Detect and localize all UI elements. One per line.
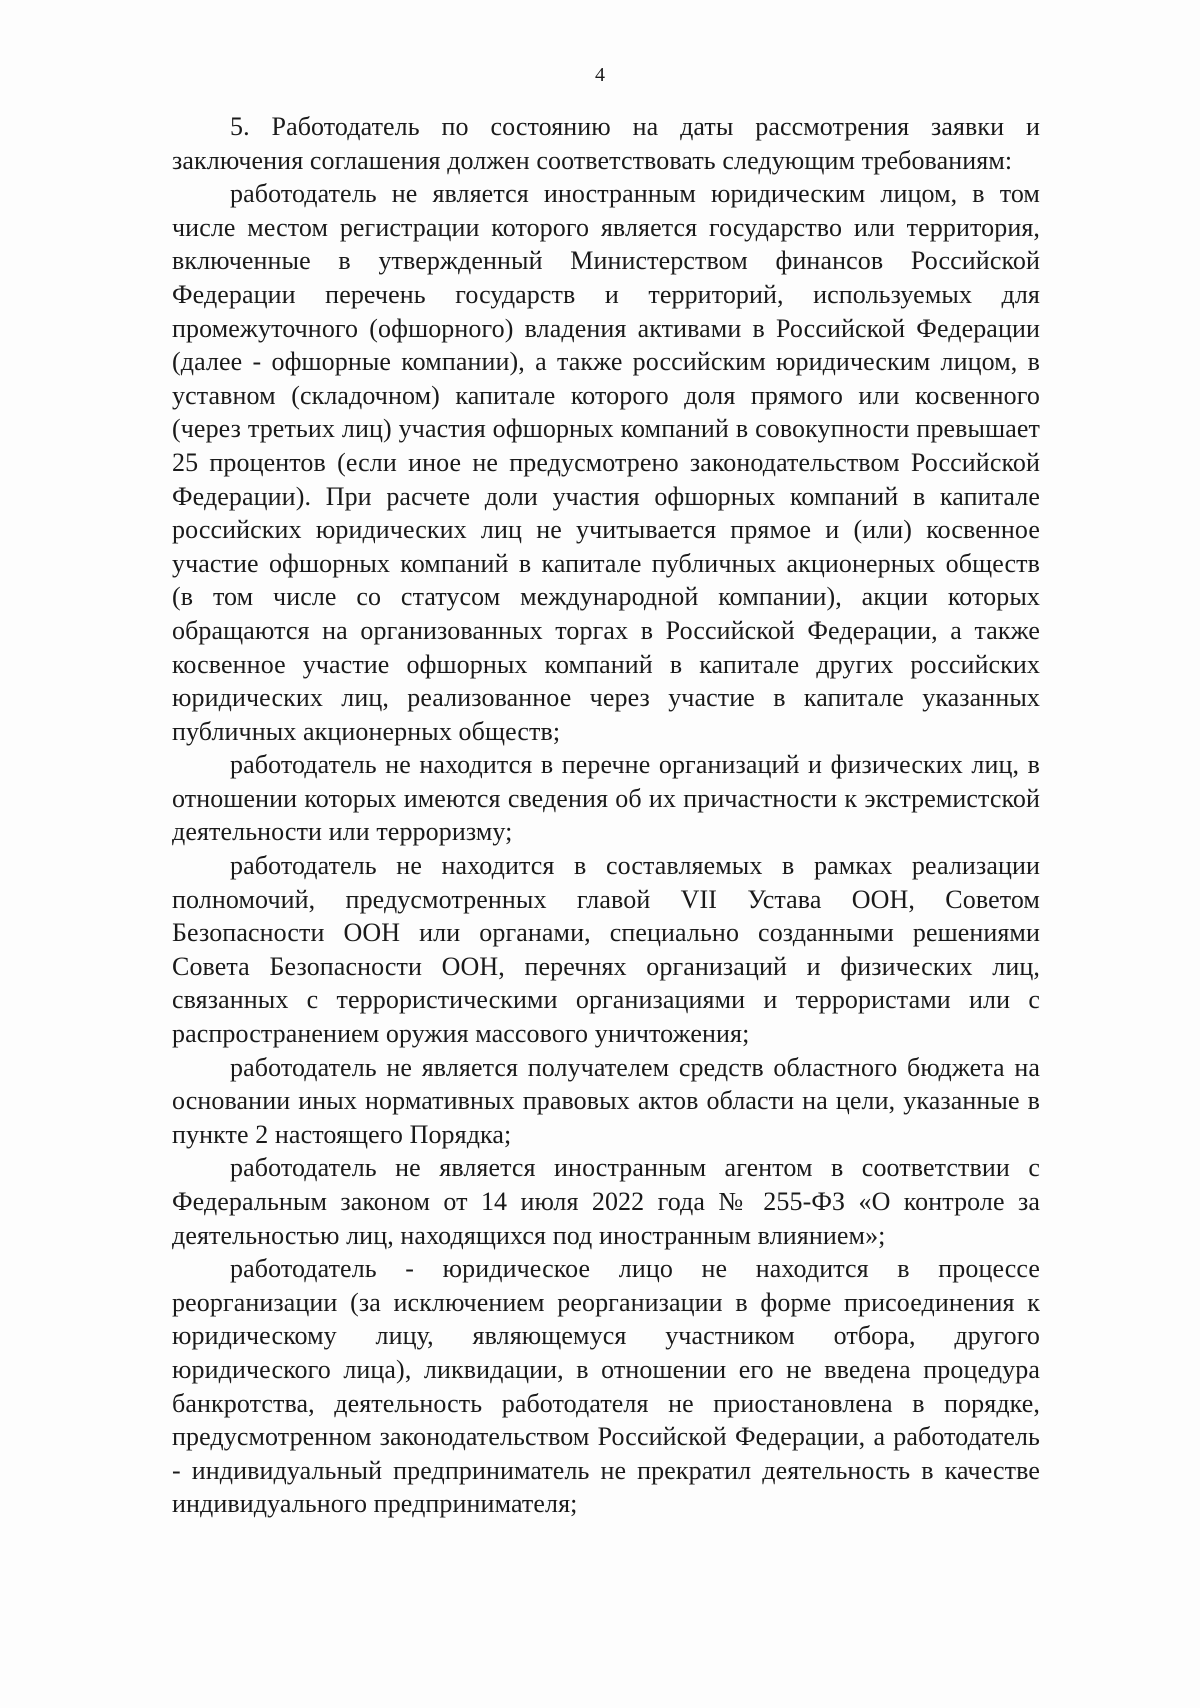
paragraph-not-un-list: работодатель не находится в составляемых в рамках реализации полномочий, предусмотренных главой VII Устава ООН, Советом Безопасности ООН или органами, специально созданными решениями Совета Безопасности ООН, перечнях организаций и физических лиц, связанных с террористическими организациями и террористами или с распространением оружия массового уничтожения; [172,851,1040,1049]
paragraph-item-5: 5. Работодатель по состоянию на даты рассмотрения заявки и заключения соглашения должен соответствовать следующим требованиям: [172,112,1040,175]
paragraph-not-reorganization: работодатель - юридическое лицо не находится в процессе реорганизации (за исключением реорганизации в форме присоединения к юридическому лицу, являющемуся участником отбора, другого юридического лица), ликвидации, в отношении его не введена процедура банкротства, деятельность работодателя не приостановлена в порядке, предусмотренном законодательством Российской Федерации, а работодатель - индивидуальный предприниматель не прекратил деятельность в качестве индивидуального предпринимателя; [172,1254,1040,1519]
paragraph-not-foreign-agent: работодатель не является иностранным агентом в соответствии с Федеральным законом от 14 июля 2022 года № 255-ФЗ «О контроле за деятельностью лиц, находящихся под иностранным влиянием»; [172,1153,1040,1250]
page-number: 4 [595,64,605,86]
document-body [172,110,1040,1521]
paragraph-not-budget-recipient: работодатель не является получателем средств областного бюджета на основании иных нормативных правовых актов области на цели, указанные в пункте 2 настоящего Порядка; [172,1052,1040,1149]
paragraph-not-extremist-list: работодатель не находится в перечне организаций и физических лиц, в отношении которых имеются сведения об их причастности к экстремистской деятельности или терроризму; [172,750,1040,847]
paragraph-not-foreign-entity: работодатель не является иностранным юридическим лицом, в том числе местом регистрации которого является государство или территория, включенные в утвержденный Министерством финансов Российской Федерации перечень государств и территорий, используемых для промежуточного (офшорного) владения активами в Российской Федерации (далее - офшорные компании), а также российским юридическим лицом, в уставном (складочном) капитале которого доля прямого или косвенного (через третьих лиц) участия офшорных компаний в совокупности превышает 25 процентов (если иное не предусмотрено законодательством Российской Федерации). При расчете доли участия офшорных компаний в капитале российских юридических лиц не учитывается прямое и (или) косвенное участие офшорных компаний в капитале публичных акционерных обществ (в том числе со статусом международной компании), акции которых обращаются на организованных торгах в Российской Федерации, а также косвенное участие офшорных компаний в капитале других российских юридических лиц, реализованное через участие в капитале указанных публичных акционерных обществ; [172,179,1040,746]
